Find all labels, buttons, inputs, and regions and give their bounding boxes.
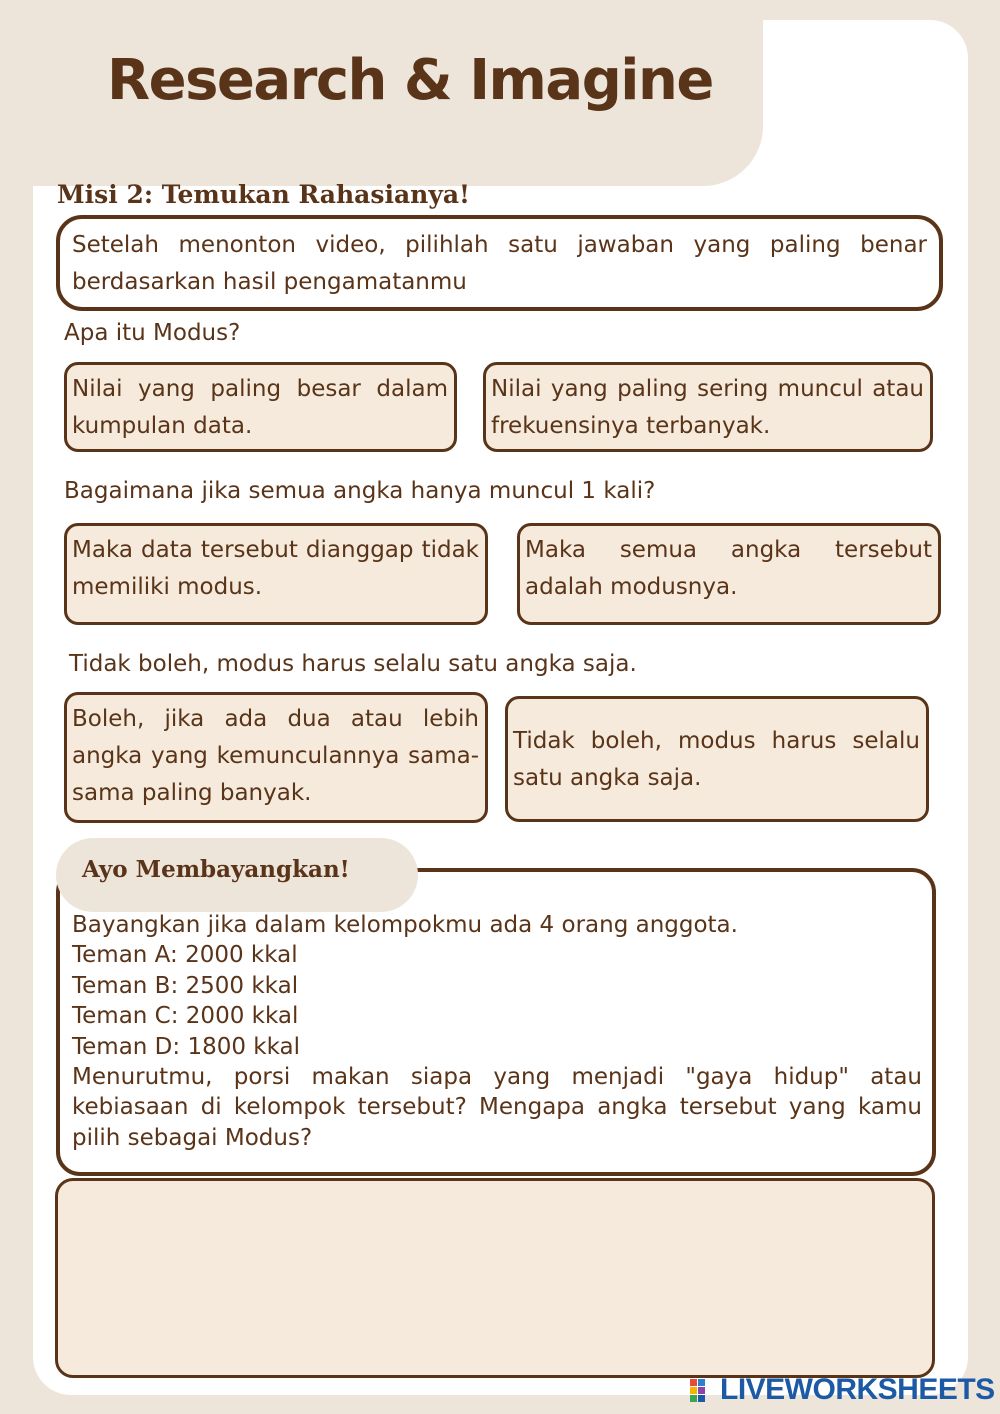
imagine-label: Ayo Membayangkan! <box>56 838 418 912</box>
question-3-option-a[interactable]: Boleh, jika ada dua atau lebih angka yang kemunculannya sama-sama paling banyak. <box>64 692 488 823</box>
liveworksheets-wordmark: LIVEWORKSHEETS <box>720 1373 995 1406</box>
imagine-item-b: Teman B: 2500 kkal <box>72 972 299 999</box>
liveworksheets-logo-icon <box>690 1377 716 1403</box>
imagine-prompt: Menurutmu, porsi makan siapa yang menjadi "gaya hidup" atau kebiasaan di kelompok tersebut? Mengapa angka tersebut yang kamu pilih sebagai Modus? <box>72 1064 922 1151</box>
imagine-item-d: Teman D: 1800 kkal <box>72 1033 301 1060</box>
liveworksheets-branding <box>690 1372 995 1408</box>
question-1-option-b[interactable]: Nilai yang paling sering muncul atau frekuensinya terbanyak. <box>483 362 933 452</box>
mission-title: Misi 2: Temukan Rahasianya! <box>57 180 471 209</box>
question-2-option-b[interactable]: Maka semua angka tersebut adalah modusnya. <box>517 523 941 625</box>
question-1-text: Apa itu Modus? <box>64 320 241 346</box>
instruction-box: Setelah menonton video, pilihlah satu jawaban yang paling benar berdasarkan hasil pengamatanmu <box>56 215 943 311</box>
imagine-text <box>72 910 922 1153</box>
imagine-item-a: Teman A: 2000 kkal <box>72 942 298 969</box>
question-3-option-b[interactable]: Tidak boleh, modus harus selalu satu angka saja. <box>505 696 929 822</box>
question-3-text: Tidak boleh, modus harus selalu satu angka saja. <box>69 651 637 677</box>
page-title: Research & Imagine <box>107 48 713 113</box>
question-1-option-a[interactable]: Nilai yang paling besar dalam kumpulan data. <box>64 362 457 452</box>
imagine-item-c: Teman C: 2000 kkal <box>72 1003 299 1030</box>
question-2-text: Bagaimana jika semua angka hanya muncul 1 kali? <box>64 478 656 504</box>
answer-field[interactable] <box>55 1178 935 1378</box>
question-2-option-a[interactable]: Maka data tersebut dianggap tidak memiliki modus. <box>64 523 488 625</box>
imagine-intro: Bayangkan jika dalam kelompokmu ada 4 orang anggota. <box>72 912 738 938</box>
